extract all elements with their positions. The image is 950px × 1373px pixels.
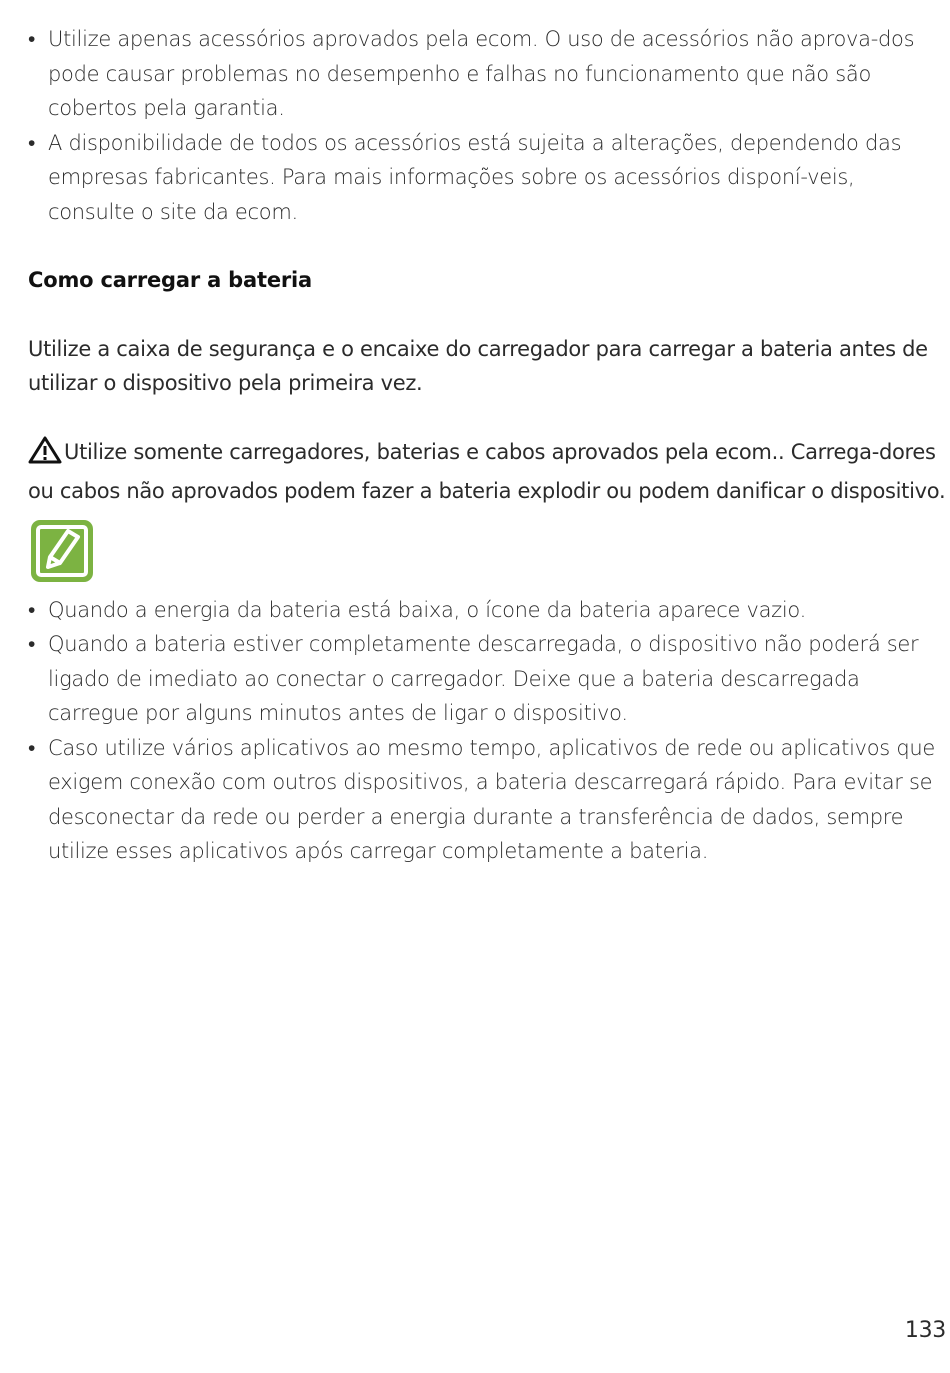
list-item: • Quando a bateria estiver completamente descarregada, o dispositivo não poderá ser ligado de imediato ao conectar o carregador. Deixe que a bateria descarregada carregue por alguns minutos antes de ligar o dispositivo. <box>28 627 946 731</box>
list-item: • A disponibilidade de todos os acessórios está sujeita a alterações, dependendo das empresas fabricantes. Para mais informações sobre os acessórios disponí-veis, consulte o site da ecom. <box>28 126 946 230</box>
warning-icon <box>28 436 62 475</box>
note-icon <box>28 517 96 585</box>
warning-paragraph <box>28 435 946 509</box>
page-number: 133 <box>904 1318 946 1343</box>
list-item: • Caso utilize vários aplicativos ao mesmo tempo, aplicativos de rede ou aplicativos que exigem conexão com outros dispositivos, a bateria descarregará rápido. Para evitar se desconectar da rede ou perder a energia durante a transferência de dados, sempre utilize esses aplicativos após carregar completamente a bateria. <box>28 731 946 869</box>
accessory-bullet-list <box>28 22 946 229</box>
warning-text: Utilize somente carregadores, baterias e cabos aprovados pela ecom.. Carrega-dores ou cabos não aprovados podem fazer a bateria explodir ou podem danificar o dispositivo. <box>28 439 946 503</box>
note-bullet-list <box>28 593 946 869</box>
list-item: • Quando a energia da bateria está baixa, o ícone da bateria aparece vazio. <box>28 593 946 628</box>
intro-paragraph: Utilize a caixa de segurança e o encaixe do carregador para carregar a bateria antes de utilizar o dispositivo pela primeira vez. <box>28 336 928 395</box>
section-heading: Como carregar a bateria <box>28 268 312 292</box>
list-item: • Utilize apenas acessórios aprovados pela ecom. O uso de acessórios não aprova-dos pode causar problemas no desempenho e falhas no funcionamento que não são cobertos pela garantia. <box>28 22 946 126</box>
document-page <box>28 22 946 869</box>
